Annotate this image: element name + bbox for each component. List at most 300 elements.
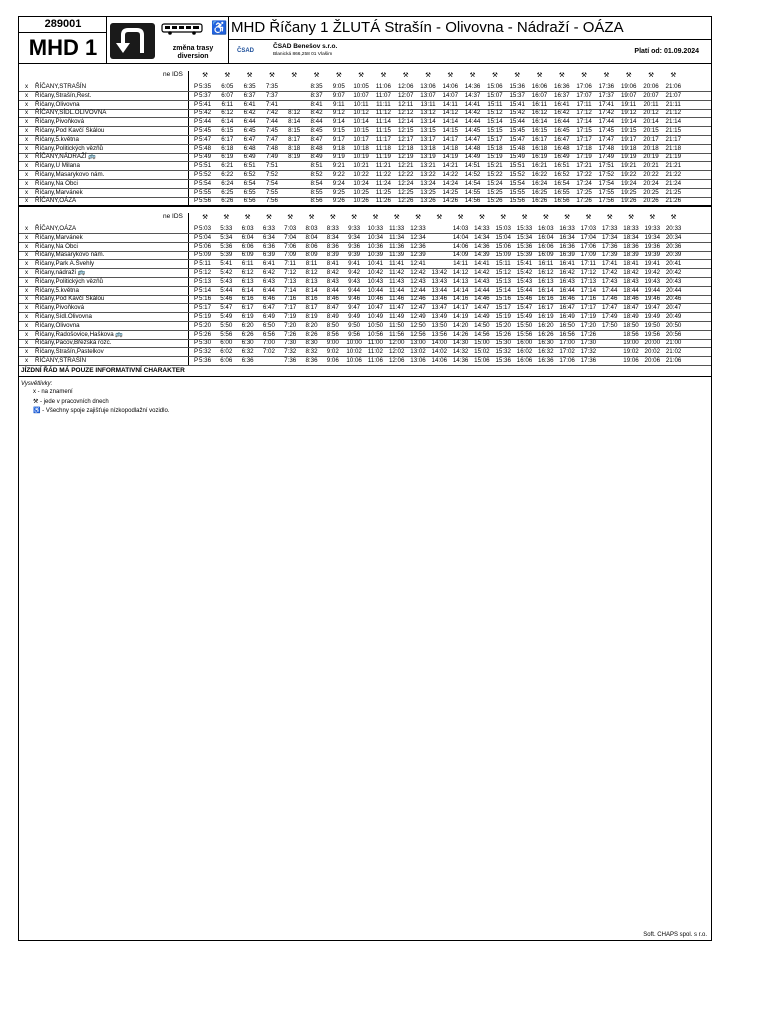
departure-time: 21:17: [665, 135, 682, 143]
departure-time: 8:44: [310, 118, 323, 126]
departure-time: 11:36: [389, 242, 405, 250]
stop-row: [19, 118, 711, 126]
request-stop-marker: x: [25, 295, 29, 303]
departure-time: 7:06: [284, 242, 297, 250]
departure-time: 17:50: [601, 321, 618, 329]
workday-symbol: ⚒: [628, 214, 634, 221]
departure-time: 19:33: [644, 225, 661, 232]
departure-time: 7:44: [265, 118, 278, 126]
departure-time: 6:11: [221, 100, 234, 108]
departure-time: 17:44: [601, 286, 618, 294]
departure-time: 20:24: [643, 179, 659, 187]
stop-name: Říčany,Radošovice,Haškova 🚌: [35, 330, 124, 338]
request-stop-marker: x: [25, 251, 29, 259]
departure-time: 16:39: [559, 251, 575, 259]
departure-time: 9:11: [333, 100, 345, 108]
operator-address: Blanická 866,258 01 Vlašim: [273, 52, 333, 57]
stop-row: [19, 304, 711, 312]
request-stop-marker: x: [25, 109, 29, 117]
departure-time: 11:41: [389, 260, 405, 268]
departure-time: 19:21: [620, 162, 637, 170]
platform-marker: P: [194, 171, 199, 178]
departure-time: 18:43: [623, 277, 639, 285]
ids-label: ne IDS: [163, 213, 183, 220]
departure-time: 21:22: [665, 171, 682, 178]
departure-time: 7:26: [284, 330, 297, 338]
departure-time: 7:12: [284, 269, 297, 276]
departure-time: 17:36: [601, 242, 618, 250]
departure-time: 13:47: [431, 304, 448, 312]
stop-row: [19, 153, 711, 161]
departure-time: 7:47: [265, 135, 278, 143]
departure-time: 8:51: [310, 162, 323, 170]
departure-time: 16:36: [554, 83, 570, 90]
workday-symbol: ⚒: [536, 72, 543, 79]
stop-name: Říčany,Masarykovo nám.: [35, 171, 105, 178]
departure-time: 10:22: [353, 171, 369, 178]
departure-time: 8:44: [326, 286, 339, 294]
stop-name: Říčany,Pivoňková: [35, 304, 85, 312]
departure-time: 12:25: [397, 188, 414, 196]
departure-time: 16:25: [531, 188, 548, 196]
departure-time: 16:36: [559, 242, 575, 250]
departure-time: 8:12: [288, 109, 301, 117]
request-stop-marker: x: [25, 83, 29, 90]
departure-time: 20:44: [665, 286, 682, 294]
departure-time: 13:18: [420, 144, 436, 152]
departure-time: 17:03: [580, 225, 597, 232]
departure-time: 14:09: [452, 251, 469, 259]
departure-time: 12:00: [388, 339, 405, 347]
departure-time: 15:42: [509, 109, 525, 117]
departure-time: 7:51: [265, 162, 278, 170]
departure-time: 15:25: [487, 188, 503, 196]
departure-time: 13:06: [410, 357, 426, 364]
departure-time: 5:56: [198, 197, 212, 205]
departure-time: 16:22: [531, 171, 548, 178]
departure-time: 14:25: [442, 188, 459, 196]
departure-time: 12:56: [410, 330, 426, 338]
departure-time: 13:21: [420, 162, 436, 170]
departure-time: 11:14: [375, 118, 391, 126]
departure-time: 15:15: [487, 127, 503, 134]
stop-name: Říčany,U Milana: [35, 162, 80, 170]
departure-time: 6:36: [241, 357, 254, 364]
legend-symbol: x -: [33, 389, 42, 395]
request-stop-marker: x: [25, 100, 29, 108]
workday-symbol: ⚒: [268, 72, 275, 79]
stop-row: [19, 287, 711, 295]
departure-time: 7:42: [265, 109, 278, 117]
departure-time: 5:16: [198, 295, 212, 303]
platform-marker: P: [194, 357, 199, 364]
departure-time: 21:11: [665, 100, 681, 108]
departure-time: 20:06: [644, 357, 661, 364]
departure-time: 15:33: [516, 225, 533, 232]
request-stop-marker: x: [25, 242, 29, 250]
departure-time: 15:02: [474, 348, 490, 356]
departure-time: 16:06: [516, 357, 533, 364]
workday-symbol: ⚒: [287, 214, 294, 221]
platform-marker: P: [194, 233, 199, 241]
departure-time: 18:33: [623, 225, 639, 232]
departure-time: 13:43: [431, 277, 448, 285]
departure-time: 7:17: [284, 304, 297, 312]
departure-time: 15:07: [487, 91, 503, 99]
departure-time: 20:25: [643, 188, 659, 196]
line-code-box: [19, 17, 107, 63]
departure-time: 15:11: [487, 100, 503, 108]
departure-time: 20:21: [643, 162, 659, 170]
departure-time: 20:34: [665, 233, 682, 241]
departure-time: 20:42: [665, 269, 682, 276]
departure-time: 8:09: [305, 251, 318, 259]
departure-time: 11:12: [375, 109, 391, 117]
departure-time: 9:21: [332, 162, 345, 170]
departure-time: 17:07: [576, 91, 592, 99]
platform-marker: P: [194, 260, 199, 268]
departure-time: 8:42: [326, 269, 339, 276]
departure-time: 20:00: [644, 339, 661, 347]
departure-time: 21:00: [665, 339, 682, 347]
departure-time: 9:43: [348, 277, 361, 285]
request-stop-marker: x: [25, 339, 29, 347]
departure-time: 6:45: [243, 127, 256, 134]
request-stop-marker: x: [25, 260, 29, 268]
platform-marker: P: [194, 286, 199, 294]
departure-time: 15:13: [495, 277, 511, 285]
departure-time: 19:43: [644, 277, 661, 285]
departure-time: 12:22: [397, 171, 414, 178]
departure-time: 16:26: [531, 197, 548, 205]
departure-time: 15:11: [495, 260, 511, 268]
departure-time: 6:26: [221, 197, 234, 205]
stop-row: [19, 83, 711, 91]
departure-time: 14:04: [452, 233, 469, 241]
departure-time: 16:44: [554, 118, 570, 126]
departure-time: 11:18: [375, 144, 391, 152]
workday-symbol: ⚒: [670, 72, 677, 79]
departure-time: 17:37: [598, 91, 615, 99]
departure-time: 16:19: [531, 153, 548, 161]
departure-time: 19:56: [644, 330, 661, 338]
departure-time: 14:11: [442, 100, 458, 108]
departure-time: 17:56: [598, 197, 615, 205]
departure-time: 8:35: [310, 83, 323, 90]
departure-time: 7:49: [265, 153, 278, 161]
request-stop-marker: x: [25, 118, 29, 126]
departure-time: 15:24: [487, 179, 503, 187]
departure-time: 8:36: [326, 242, 339, 250]
departure-time: 17:13: [580, 277, 597, 285]
departure-time: 7:11: [284, 260, 296, 268]
departure-time: 20:47: [665, 304, 682, 312]
departure-time: 10:17: [353, 135, 369, 143]
departure-time: 9:34: [348, 233, 361, 241]
departure-time: 11:11: [376, 100, 391, 108]
request-stop-marker: x: [25, 162, 29, 170]
departure-time: 9:36: [348, 242, 361, 250]
departure-time: 9:44: [348, 286, 361, 294]
platform-marker: P: [194, 144, 199, 152]
request-stop-marker: x: [25, 127, 29, 134]
departure-time: 14:34: [474, 233, 490, 241]
departure-time: 8:47: [310, 135, 323, 143]
departure-time: 13:19: [420, 153, 436, 161]
departure-time: 12:12: [397, 109, 414, 117]
departure-time: 13:25: [420, 188, 436, 196]
departure-time: 9:07: [332, 91, 345, 99]
departure-time: 5:17: [198, 304, 212, 312]
stop-name: Říčany,Olivovna: [35, 100, 80, 108]
departure-time: 20:56: [665, 330, 682, 338]
departure-time: 9:50: [348, 321, 361, 329]
workday-symbol: ⚒: [224, 72, 231, 79]
request-stop-marker: x: [25, 144, 29, 152]
stop-name: Říčany,Na Obci: [35, 179, 78, 187]
departure-time: 6:17: [221, 135, 234, 143]
platform-marker: P: [194, 304, 199, 312]
departure-time: 16:15: [531, 127, 548, 134]
departure-time: 17:12: [576, 109, 592, 117]
wheelchair-icon: ♿: [211, 20, 228, 35]
departure-time: 19:14: [620, 118, 637, 126]
departure-time: 15:18: [487, 144, 503, 152]
departure-time: 6:50: [262, 321, 275, 329]
departure-time: 10:43: [367, 277, 384, 285]
departure-time: 8:56: [310, 197, 323, 205]
timetable-header: [19, 17, 711, 64]
departure-time: 15:41: [509, 100, 525, 108]
departure-time: 17:26: [580, 330, 597, 338]
departure-time: 6:06: [220, 357, 233, 364]
departure-time: 21:14: [665, 118, 682, 126]
request-stop-marker: x: [25, 171, 29, 178]
departure-time: 6:47: [262, 304, 275, 312]
departure-time: 9:42: [348, 269, 361, 276]
departure-time: 6:25: [221, 188, 234, 196]
platform-marker: P: [194, 118, 199, 126]
departure-time: 12:07: [397, 91, 414, 99]
timetable-outbound: [19, 71, 711, 206]
departure-time: 20:11: [643, 100, 659, 108]
departure-time: 18:46: [623, 295, 639, 303]
departure-time: 6:56: [262, 330, 275, 338]
departure-time: 6:49: [243, 153, 256, 161]
departure-time: 8:20: [305, 321, 318, 329]
departure-time: 14:17: [442, 135, 459, 143]
departure-time: 5:33: [220, 225, 233, 232]
departure-time: 12:17: [397, 135, 414, 143]
departure-time: 8:52: [310, 171, 323, 178]
departure-time: 20:07: [643, 91, 659, 99]
departure-time: 6:17: [241, 304, 254, 312]
departure-time: 8:13: [305, 277, 318, 285]
workday-symbol: ⚒: [393, 214, 400, 221]
stop-name: ŘÍČANY,STRAŠÍN: [35, 83, 87, 90]
departure-time: 10:34: [367, 233, 384, 241]
departure-time: 10:47: [367, 304, 384, 312]
departure-time: 17:11: [576, 100, 592, 108]
departure-time: 19:34: [644, 233, 661, 241]
departure-time: 19:11: [621, 100, 637, 108]
departure-time: 15:09: [495, 251, 511, 259]
stop-name: Říčany,Strašín,Pastelkov: [35, 348, 104, 356]
platform-marker: P: [194, 109, 199, 117]
departure-time: 16:06: [531, 83, 548, 90]
departure-time: 11:44: [389, 286, 405, 294]
departure-time: 10:49: [367, 313, 384, 320]
departure-time: 13:00: [410, 339, 426, 347]
workday-symbol: ⚒: [648, 72, 654, 79]
legend-list: [33, 389, 169, 416]
stop-row: [19, 348, 711, 356]
departure-time: 6:07: [221, 91, 234, 99]
departure-time: 14:54: [464, 179, 481, 187]
departure-time: 15:41: [516, 260, 533, 268]
departure-time: 6:44: [262, 286, 275, 294]
departure-time: 16:49: [554, 153, 570, 161]
departure-time: 15:36: [509, 83, 525, 90]
workday-symbol: ⚒: [223, 214, 230, 221]
stop-row: [19, 162, 711, 170]
request-stop-marker: x: [25, 197, 29, 205]
departure-time: 20:46: [665, 295, 682, 303]
departure-time: 9:00: [326, 339, 339, 347]
departure-time: 14:43: [474, 277, 490, 285]
departure-time: 21:06: [665, 357, 682, 364]
stop-name: Říčany,Masarykovo nám.: [35, 251, 105, 259]
departure-time: 13:42: [431, 269, 448, 276]
departure-time: 12:02: [388, 348, 405, 356]
departure-time: 15:00: [474, 339, 490, 347]
departure-time: 11:39: [389, 251, 405, 259]
departure-time: 18:36: [623, 242, 639, 250]
departure-time: 13:44: [431, 286, 448, 294]
departure-time: 16:09: [538, 251, 554, 259]
departure-time: 21:25: [665, 188, 682, 196]
departure-time: 17:49: [601, 313, 618, 320]
departure-time: 9:05: [332, 83, 345, 90]
departure-time: 5:04: [198, 233, 212, 241]
legend-item: [33, 389, 169, 398]
departure-time: 17:42: [598, 109, 615, 117]
stop-row: [19, 189, 711, 197]
departure-time: 15:56: [516, 330, 533, 338]
departure-time: 8:49: [326, 313, 339, 320]
departure-time: 12:50: [410, 321, 426, 329]
departure-time: 19:02: [623, 348, 639, 356]
departure-time: 8:47: [326, 304, 339, 312]
departure-time: 15:22: [487, 171, 503, 178]
software-credit: Soft. CHAPS spol. s r.o.: [643, 932, 707, 938]
departure-time: 5:39: [220, 251, 233, 259]
departure-time: 6:35: [243, 83, 256, 90]
departure-time: 17:55: [598, 188, 615, 196]
departure-time: 8:17: [288, 135, 301, 143]
workday-symbol: ⚒: [585, 214, 592, 221]
departure-time: 6:04: [241, 233, 254, 241]
departure-time: 14:03: [452, 225, 469, 232]
departure-time: 14:24: [442, 179, 459, 187]
departure-time: 14:44: [474, 286, 490, 294]
stop-row: [19, 145, 711, 153]
request-stop-marker: x: [25, 304, 29, 312]
departure-time: 16:14: [538, 286, 554, 294]
departure-time: 17:19: [580, 313, 597, 320]
departure-time: 15:06: [487, 83, 503, 90]
departure-time: 16:17: [538, 304, 554, 312]
stop-name: Říčany,Pacov,Březská rozc.: [35, 339, 112, 347]
workday-symbol: ⚒: [329, 214, 336, 221]
departure-time: 15:49: [516, 313, 533, 320]
departure-time: 10:24: [353, 179, 369, 187]
departure-time: 9:18: [332, 144, 345, 152]
departure-time: 6:26: [241, 330, 254, 338]
workday-symbol: ⚒: [335, 72, 342, 79]
departure-time: 16:03: [538, 225, 554, 232]
departure-time: 19:49: [644, 313, 661, 320]
departure-time: 12:42: [410, 269, 426, 276]
departure-time: 10:39: [367, 251, 384, 259]
departure-time: 19:18: [620, 144, 637, 152]
workday-symbol: ⚒: [469, 72, 476, 79]
departure-time: 8:39: [326, 251, 339, 259]
departure-time: 16:46: [559, 295, 575, 303]
departure-time: 8:06: [305, 242, 318, 250]
departure-time: 9:02: [326, 348, 339, 356]
request-stop-marker: x: [25, 277, 29, 285]
platform-marker: P: [194, 100, 199, 108]
platform-marker: P: [194, 197, 199, 205]
departure-time: 16:30: [538, 339, 554, 347]
platform-marker: P: [194, 127, 199, 134]
departure-time: 14:36: [464, 83, 481, 90]
departure-time: 16:06: [538, 242, 554, 250]
departure-time: 19:36: [644, 242, 661, 250]
departure-time: 6:47: [243, 135, 256, 143]
departure-time: 13:46: [431, 295, 448, 303]
departure-time: 14:30: [452, 339, 469, 347]
departure-time: 20:43: [665, 277, 682, 285]
departure-time: 9:49: [348, 313, 361, 320]
departure-time: 10:06: [346, 357, 362, 364]
departure-time: 12:41: [410, 260, 426, 268]
departure-time: 16:04: [538, 233, 554, 241]
line-code: MHD 1: [28, 35, 98, 60]
departure-time: 11:06: [375, 83, 391, 90]
departure-time: 6:05: [221, 83, 234, 90]
departure-time: 6:00: [220, 339, 233, 347]
departure-time: 6:42: [243, 109, 256, 117]
stop-row: [19, 225, 711, 233]
stop-name: Říčany,Pod Kavčí Skálou: [35, 295, 105, 303]
departure-time: 7:13: [284, 277, 297, 285]
departure-time: 16:45: [554, 127, 570, 134]
departure-time: 5:45: [198, 127, 212, 134]
departure-time: 9:46: [348, 295, 361, 303]
departure-time: 10:42: [367, 269, 384, 276]
departure-time: 6:43: [262, 277, 275, 285]
platform-marker: P: [194, 225, 199, 232]
departure-time: 7:30: [284, 339, 297, 347]
departure-time: 17:42: [601, 269, 618, 276]
workday-symbol: ⚒: [351, 214, 357, 221]
departure-time: 6:13: [241, 277, 254, 285]
departure-time: 8:15: [288, 127, 301, 134]
departure-time: 11:07: [375, 91, 391, 99]
departure-time: 5:32: [198, 348, 212, 356]
